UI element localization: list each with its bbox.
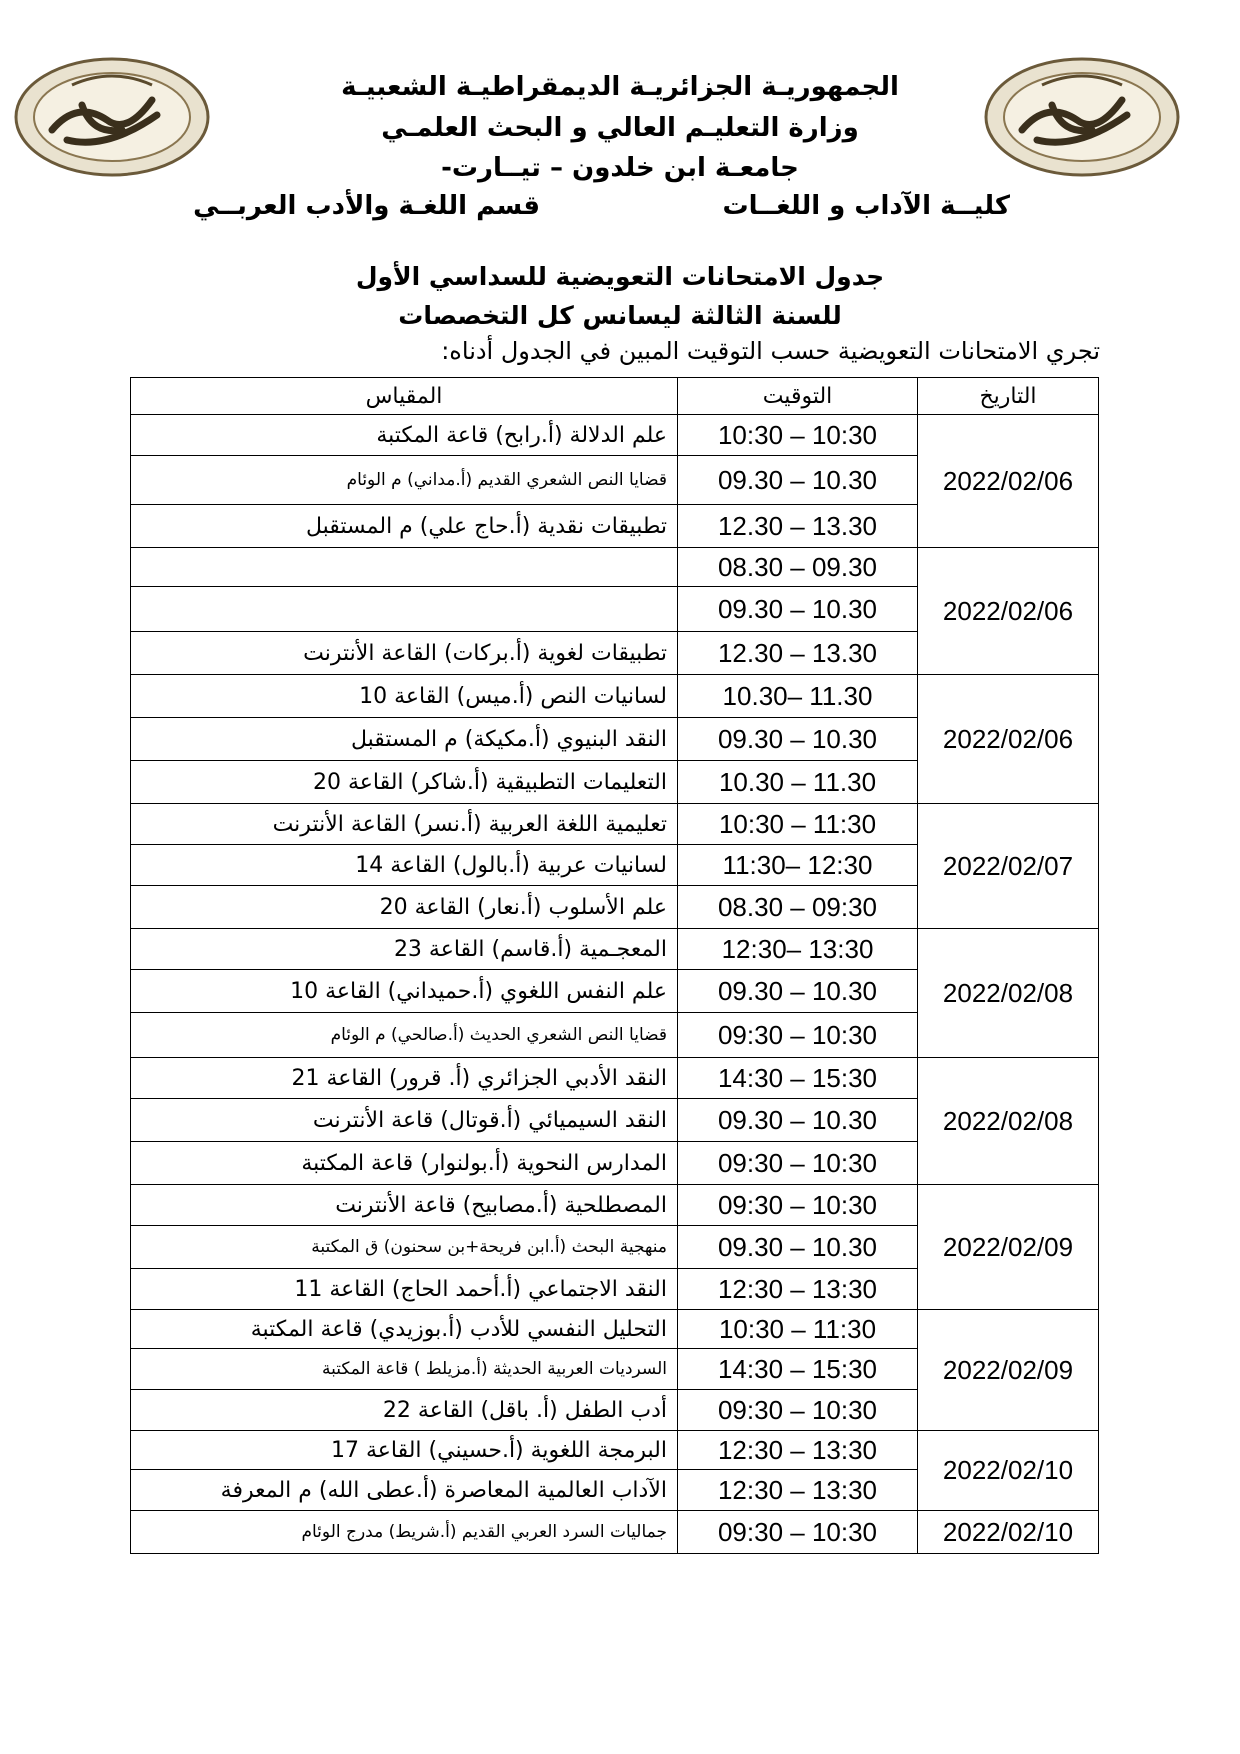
table-row bbox=[131, 675, 1099, 718]
time-cell: 10:30 – 10:30 bbox=[678, 415, 918, 456]
date-cell: 2022/02/06 bbox=[918, 548, 1099, 675]
university-name: جامعـة ابن خلدون – تيــارت- bbox=[441, 153, 799, 183]
time-cell: 12:30– 13:30 bbox=[678, 929, 918, 970]
subject-cell: علم النفس اللغوي (أ.حميداني) القاعة 10 bbox=[131, 970, 678, 1013]
time-cell: 09:30 – 10:30 bbox=[678, 1142, 918, 1185]
date-cell: 2022/02/06 bbox=[918, 675, 1099, 804]
time-cell: 12:30 – 13:30 bbox=[678, 1431, 918, 1470]
time-cell: 09.30 – 10.30 bbox=[678, 587, 918, 632]
time-cell: 11:30– 12:30 bbox=[678, 845, 918, 886]
subject-cell: السرديات العربية الحديثة (أ.مزيلط ) قاعة المكتبة bbox=[131, 1349, 678, 1390]
time-cell: 09.30 – 10.30 bbox=[678, 1099, 918, 1142]
header-date: التاريخ bbox=[918, 378, 1099, 415]
date-cell: 2022/02/07 bbox=[918, 804, 1099, 929]
ministry-name: وزارة التعليـم العالي و البحث العلمـي bbox=[381, 113, 859, 143]
table-row bbox=[131, 1310, 1099, 1349]
subject-cell: النقد السيميائي (أ.قوتال) قاعة الأنترنت bbox=[131, 1099, 678, 1142]
header-subject: المقياس bbox=[131, 378, 678, 415]
schedule-intro: تجري الامتحانات التعويضية حسب التوقيت المبين في الجدول أدناه: bbox=[441, 337, 1100, 365]
subject-cell bbox=[131, 548, 678, 587]
time-cell: 12.30 – 13.30 bbox=[678, 632, 918, 675]
schedule-title: جدول الامتحانات التعويضية للسداسي الأول bbox=[355, 262, 885, 291]
time-cell: 09.30 – 10.30 bbox=[678, 1226, 918, 1269]
subject-cell bbox=[131, 587, 678, 632]
subject-cell: النقد البنيوي (أ.مكيكة) م المستقبل bbox=[131, 718, 678, 761]
date-cell: 2022/02/09 bbox=[918, 1310, 1099, 1431]
subject-cell: علم الأسلوب (أ.نعار) القاعة 20 bbox=[131, 886, 678, 929]
table-row bbox=[131, 929, 1099, 970]
university-logo-right bbox=[982, 55, 1182, 180]
subject-cell: علم الدلالة (أ.رابح) قاعة المكتبة bbox=[131, 415, 678, 456]
subject-cell: المعجـمية (أ.قاسم) القاعة 23 bbox=[131, 929, 678, 970]
subject-cell: النقد الاجتماعي (أ.أحمد الحاج) القاعة 11 bbox=[131, 1269, 678, 1310]
time-cell: 09:30 – 10:30 bbox=[678, 1511, 918, 1554]
subject-cell: قضايا النص الشعري القديم (أ.مداني) م الوئام bbox=[131, 456, 678, 505]
schedule-subtitle: للسنة الثالثة ليسانس كل التخصصات bbox=[398, 301, 842, 330]
subject-cell: التعليمات التطبيقية (أ.شاكر) القاعة 20 bbox=[131, 761, 678, 804]
table-row bbox=[131, 548, 1099, 587]
date-cell: 2022/02/08 bbox=[918, 929, 1099, 1058]
time-cell: 10:30 – 11:30 bbox=[678, 804, 918, 845]
subject-cell: منهجية البحث (أ.ابن فريحة+بن سحنون) ق المكتبة bbox=[131, 1226, 678, 1269]
exam-schedule-table bbox=[130, 377, 1098, 1554]
time-cell: 10.30 – 11.30 bbox=[678, 761, 918, 804]
time-cell: 14:30 – 15:30 bbox=[678, 1349, 918, 1390]
header-time: التوقيت bbox=[678, 378, 918, 415]
table-row bbox=[131, 1058, 1099, 1099]
time-cell: 12:30 – 13:30 bbox=[678, 1470, 918, 1511]
time-cell: 10.30– 11.30 bbox=[678, 675, 918, 718]
subject-cell: المدارس النحوية (أ.بولنوار) قاعة المكتبة bbox=[131, 1142, 678, 1185]
time-cell: 12:30 – 13:30 bbox=[678, 1269, 918, 1310]
faculty-name: كليــة الآداب و اللغــات bbox=[722, 191, 1010, 221]
time-cell: 08.30 – 09:30 bbox=[678, 886, 918, 929]
date-cell: 2022/02/06 bbox=[918, 415, 1099, 548]
university-logo-left bbox=[12, 55, 212, 180]
department-name: قسم اللغـة والأدب العربــي bbox=[193, 191, 540, 221]
table-row bbox=[131, 415, 1099, 456]
subject-cell: تطبيقات لغوية (أ.بركات) القاعة الأنترنت bbox=[131, 632, 678, 675]
subject-cell: النقد الأدبي الجزائري (أ. قرور) القاعة 21 bbox=[131, 1058, 678, 1099]
subject-cell: أدب الطفل (أ. باقل) القاعة 22 bbox=[131, 1390, 678, 1431]
subject-cell: تعليمية اللغة العربية (أ.نسر) القاعة الأنترنت bbox=[131, 804, 678, 845]
time-cell: 09:30 – 10:30 bbox=[678, 1013, 918, 1058]
subject-cell: تطبيقات نقدية (أ.حاج علي) م المستقبل bbox=[131, 505, 678, 548]
subject-cell: لسانيات عربية (أ.بالول) القاعة 14 bbox=[131, 845, 678, 886]
time-cell: 09.30 – 10.30 bbox=[678, 718, 918, 761]
date-cell: 2022/02/10 bbox=[918, 1511, 1099, 1554]
time-cell: 09.30 – 10.30 bbox=[678, 970, 918, 1013]
subject-cell: المصطلحية (أ.مصابيح) قاعة الأنترنت bbox=[131, 1185, 678, 1226]
date-cell: 2022/02/08 bbox=[918, 1058, 1099, 1185]
subject-cell: الآداب العالمية المعاصرة (أ.عطى الله) م المعرفة bbox=[131, 1470, 678, 1511]
subject-cell: قضايا النص الشعري الحديث (أ.صالحي) م الوئام bbox=[131, 1013, 678, 1058]
time-cell: 12.30 – 13.30 bbox=[678, 505, 918, 548]
subject-cell: جماليات السرد العربي القديم (أ.شريط) مدرج الوئام bbox=[131, 1511, 678, 1554]
time-cell: 09.30 – 10.30 bbox=[678, 456, 918, 505]
date-cell: 2022/02/09 bbox=[918, 1185, 1099, 1310]
subject-cell: التحليل النفسي للأدب (أ.بوزيدي) قاعة المكتبة bbox=[131, 1310, 678, 1349]
time-cell: 08.30 – 09.30 bbox=[678, 548, 918, 587]
time-cell: 10:30 – 11:30 bbox=[678, 1310, 918, 1349]
country-name: الجمهوريـة الجزائريـة الديمقراطيـة الشعبيـة bbox=[341, 72, 899, 102]
table-row bbox=[131, 1431, 1099, 1470]
table-row bbox=[131, 1185, 1099, 1226]
time-cell: 14:30 – 15:30 bbox=[678, 1058, 918, 1099]
subject-cell: البرمجة اللغوية (أ.حسيني) القاعة 17 bbox=[131, 1431, 678, 1470]
subject-cell: لسانيات النص (أ.ميس) القاعة 10 bbox=[131, 675, 678, 718]
table-row bbox=[131, 804, 1099, 845]
date-cell: 2022/02/10 bbox=[918, 1431, 1099, 1511]
time-cell: 09:30 – 10:30 bbox=[678, 1185, 918, 1226]
table-row bbox=[131, 1511, 1099, 1554]
time-cell: 09:30 – 10:30 bbox=[678, 1390, 918, 1431]
